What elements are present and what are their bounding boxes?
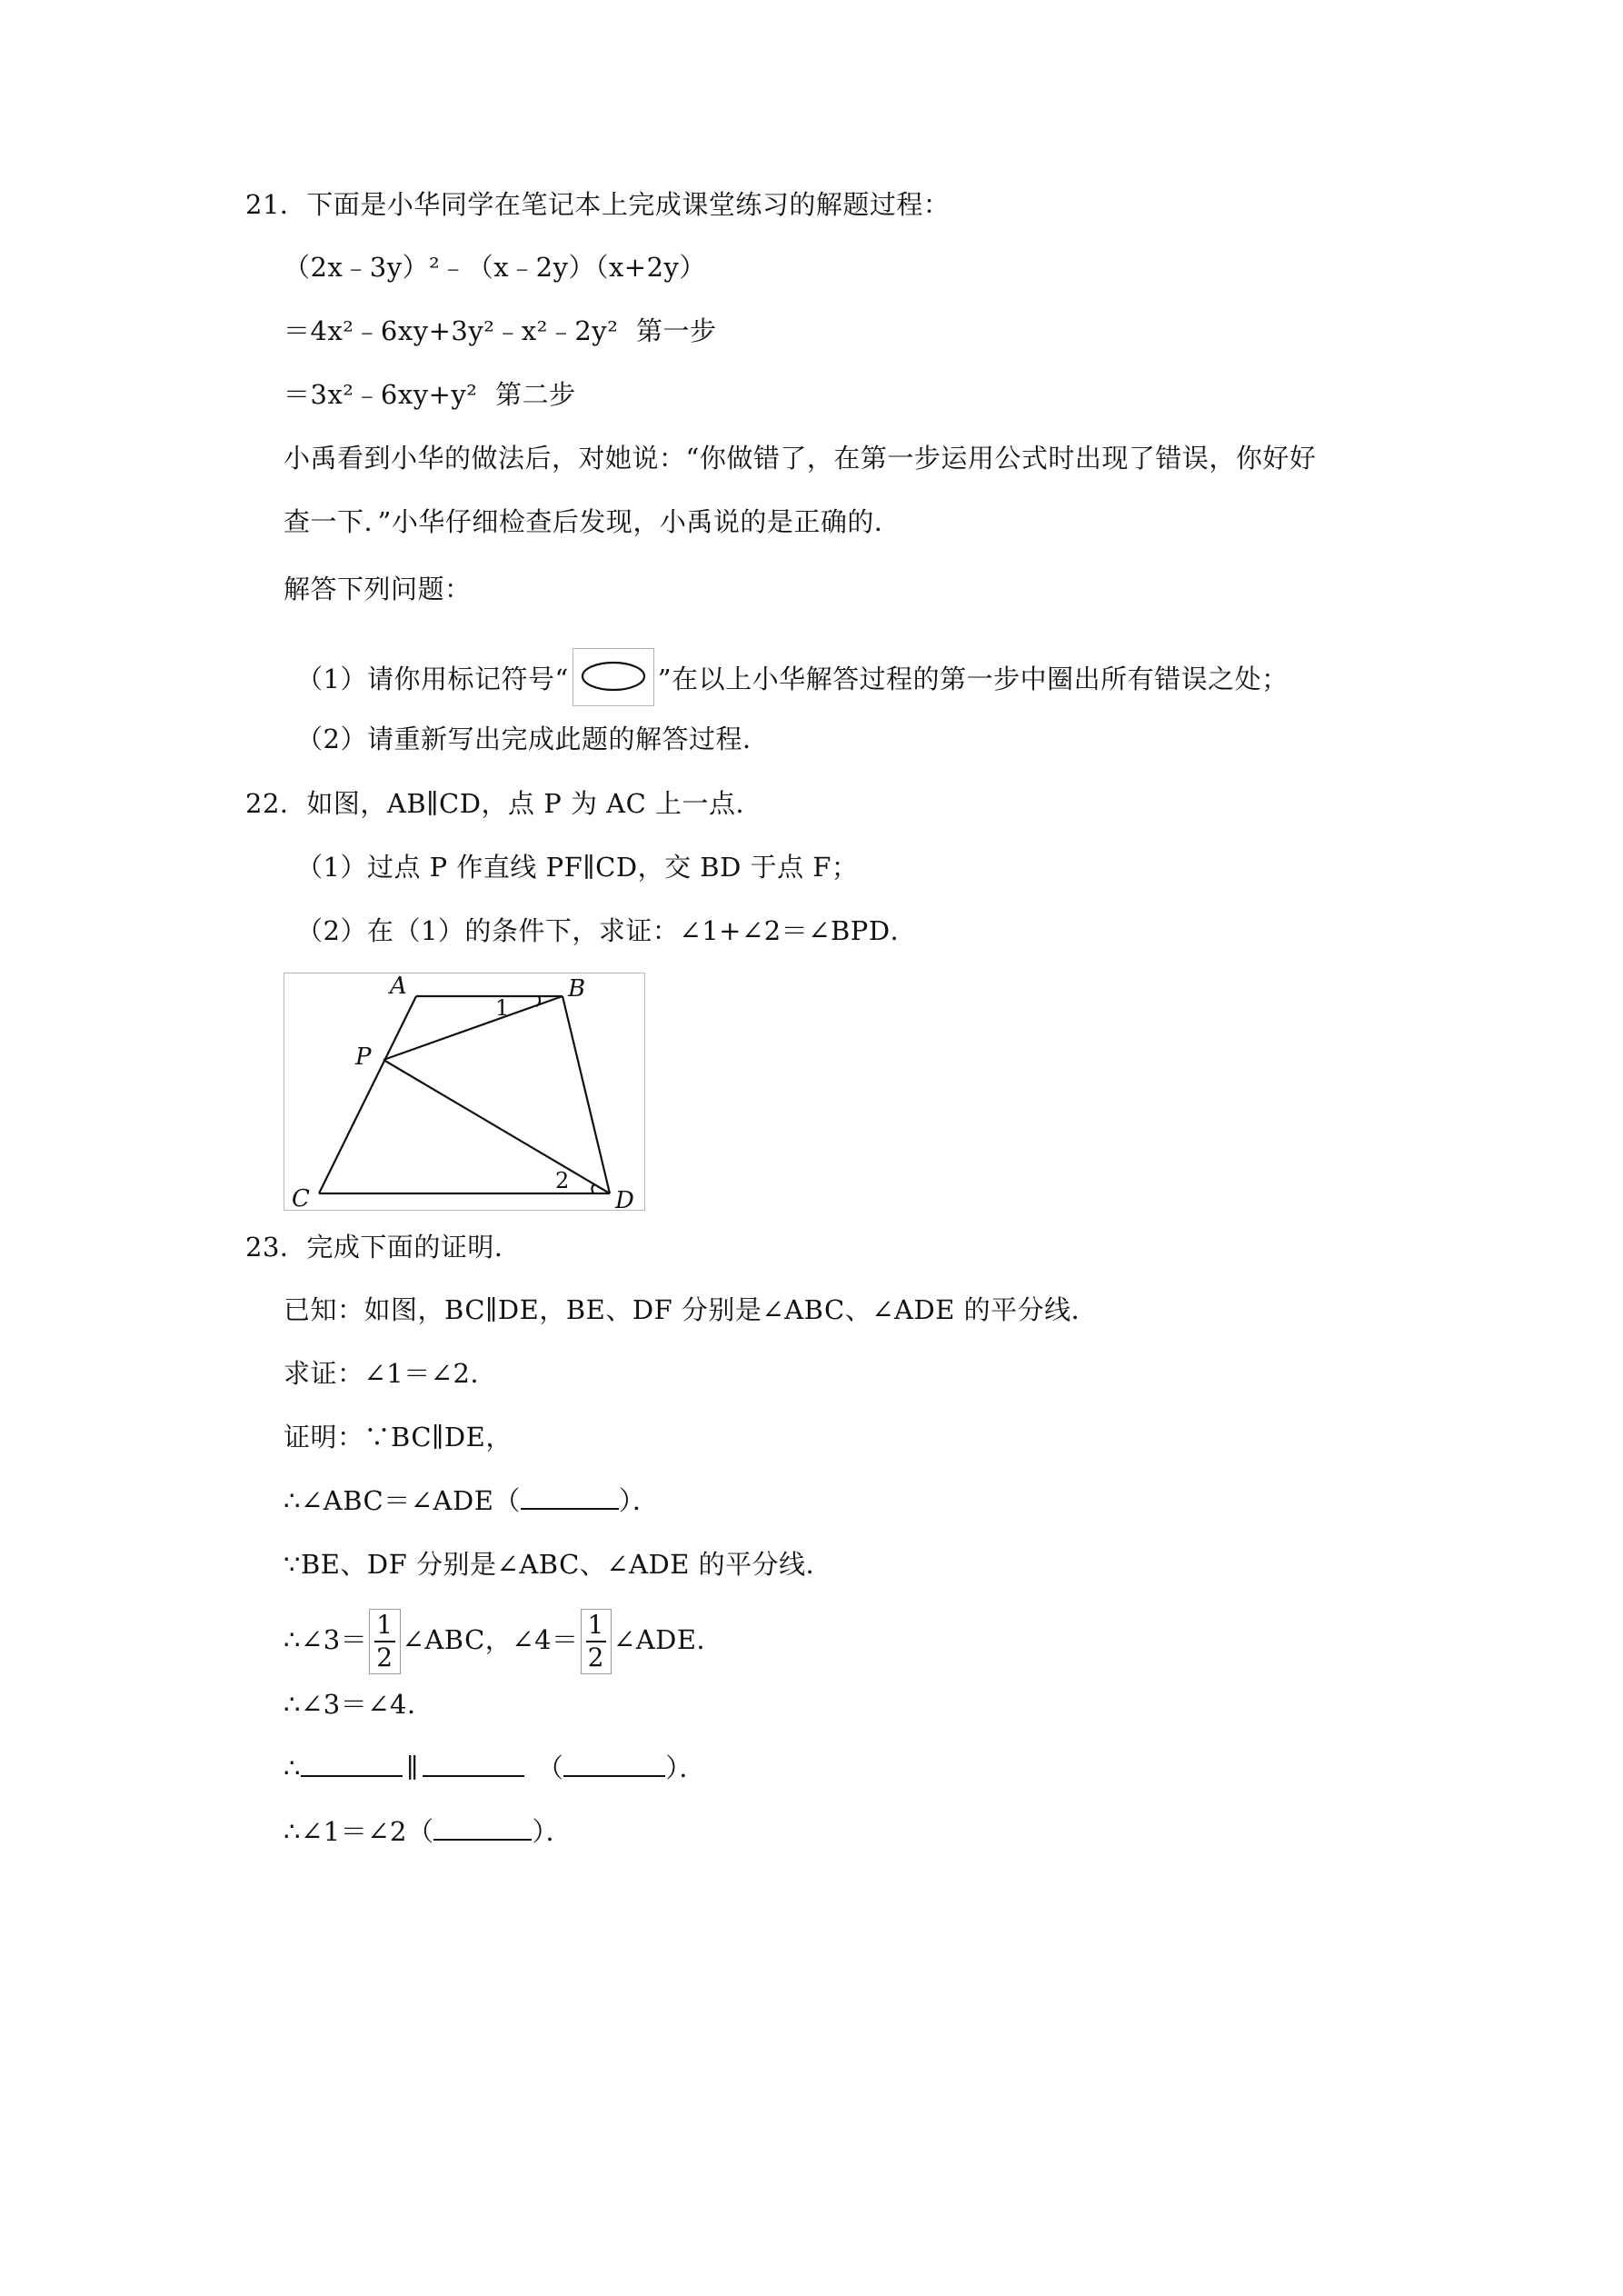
q21-step2-expr: ＝3x²﹣6xy+y² — [284, 379, 478, 410]
q21-comment-line1: 小禹看到小华的做法后，对她说：“你做错了，在第一步运用公式时出现了错误，你好好 — [284, 443, 1317, 474]
q21-step2 — [284, 376, 576, 413]
fraction-denominator: 2 — [376, 1642, 393, 1672]
q21-number: 21． — [245, 189, 307, 220]
fraction-numerator: 1 — [374, 1610, 394, 1642]
q23-line7 — [284, 1813, 573, 1850]
q21-part1-after: ”在以上小华解答过程的第一步中圈出所有错误之处； — [657, 664, 1289, 694]
q21-step1-expr: ＝4x²﹣6xy+3y²﹣x²﹣2y² — [284, 315, 619, 346]
label-p: P — [355, 1043, 372, 1071]
q21-part2: （2）请重新写出完成此题的解答过程． — [296, 724, 770, 754]
q23-line3: ∵BE、DF 分别是∠ABC、∠ADE 的平分线． — [284, 1549, 833, 1580]
label-d: D — [615, 1187, 634, 1210]
q21-comment-line2: 查一下．”小华仔细检查后发现，小禹说的是正确的． — [284, 506, 901, 537]
q22-part2: （2）在（1）的条件下，求证：∠1+∠2＝∠BPD． — [296, 915, 918, 946]
q22-intro — [245, 785, 762, 822]
q23-line6-a: ∴ — [284, 1752, 301, 1783]
q23-line4 — [284, 1609, 723, 1674]
q21-step1 — [284, 313, 717, 349]
q21-intro-text: 下面是小华同学在笔记本上完成课堂练习的解题过程： — [306, 189, 951, 220]
q21-part1 — [296, 652, 1289, 710]
q21-prompt: 解答下列问题： — [284, 574, 472, 604]
q23-line7-b: ）． — [532, 1816, 573, 1847]
q23-line2 — [284, 1482, 659, 1519]
q23-line4-b: ∠ABC，∠4＝ — [402, 1624, 579, 1655]
label-angle2: 2 — [555, 1168, 570, 1193]
q23-line6-d: ）． — [665, 1752, 706, 1783]
q23-number: 23． — [245, 1232, 307, 1263]
reason-blank-3[interactable] — [433, 1815, 532, 1841]
label-c: C — [292, 1185, 310, 1210]
label-b: B — [568, 975, 586, 1003]
fraction-denominator: 2 — [587, 1642, 604, 1672]
line-blank-2[interactable] — [423, 1752, 524, 1777]
half-fraction — [369, 1609, 400, 1674]
q23-line6-c: （ — [536, 1752, 564, 1783]
label-angle1: 1 — [495, 995, 510, 1021]
q21-intro — [245, 186, 950, 223]
q23-line2-end: ）． — [618, 1485, 660, 1516]
trapezoid-diagram — [284, 973, 644, 1210]
q21-expression — [284, 249, 706, 285]
q23-intro — [245, 1229, 521, 1265]
q23-line6-b: ∥ — [405, 1752, 419, 1783]
q22-geometry-figure — [284, 973, 645, 1211]
q23-proof-start: 证明：∵BC∥DE， — [284, 1422, 513, 1452]
q23-line4-a: ∴∠3＝ — [284, 1624, 368, 1655]
q22-intro-text: 如图，AB∥CD，点 P 为 AC 上一点． — [306, 788, 763, 819]
q21-step1-label: 第一步 — [636, 315, 717, 346]
q23-given: 已知：如图，BC∥DE，BE、DF 分别是∠ABC、∠ADE 的平分线． — [284, 1294, 1099, 1325]
q21-part1-before: （1）请你用标记符号“ — [296, 664, 569, 694]
reason-blank-1[interactable] — [521, 1484, 619, 1510]
q21-step2-label: 第二步 — [495, 379, 576, 410]
segment-bd — [563, 996, 610, 1193]
oval-mark-icon — [573, 648, 654, 706]
q22-number: 22． — [245, 788, 307, 819]
label-a: A — [390, 973, 407, 1000]
segment-pd — [383, 1060, 610, 1193]
q23-line7-a: ∴∠1＝∠2（ — [284, 1816, 434, 1847]
line-blank-1[interactable] — [301, 1752, 403, 1777]
segment-ac — [319, 996, 416, 1193]
q23-intro-text: 完成下面的证明． — [306, 1232, 522, 1263]
q23-line5: ∴∠3＝∠4． — [284, 1689, 434, 1720]
q23-prove: 求证：∠1＝∠2． — [284, 1358, 497, 1389]
q23-line6 — [284, 1750, 706, 1786]
q23-line4-c: ∠ADE． — [612, 1624, 724, 1655]
q21-expression-text: （2x﹣3y）²﹣（x﹣2y）（x+2y） — [284, 252, 706, 283]
segment-pb — [383, 996, 563, 1060]
q22-part1: （1）过点 P 作直线 PF∥CD，交 BD 于点 F； — [296, 852, 859, 883]
reason-blank-2[interactable] — [563, 1752, 665, 1777]
q23-line2-text: ∴∠ABC＝∠ADE（ — [284, 1485, 521, 1516]
half-fraction — [581, 1609, 612, 1674]
fraction-numerator: 1 — [586, 1610, 606, 1642]
